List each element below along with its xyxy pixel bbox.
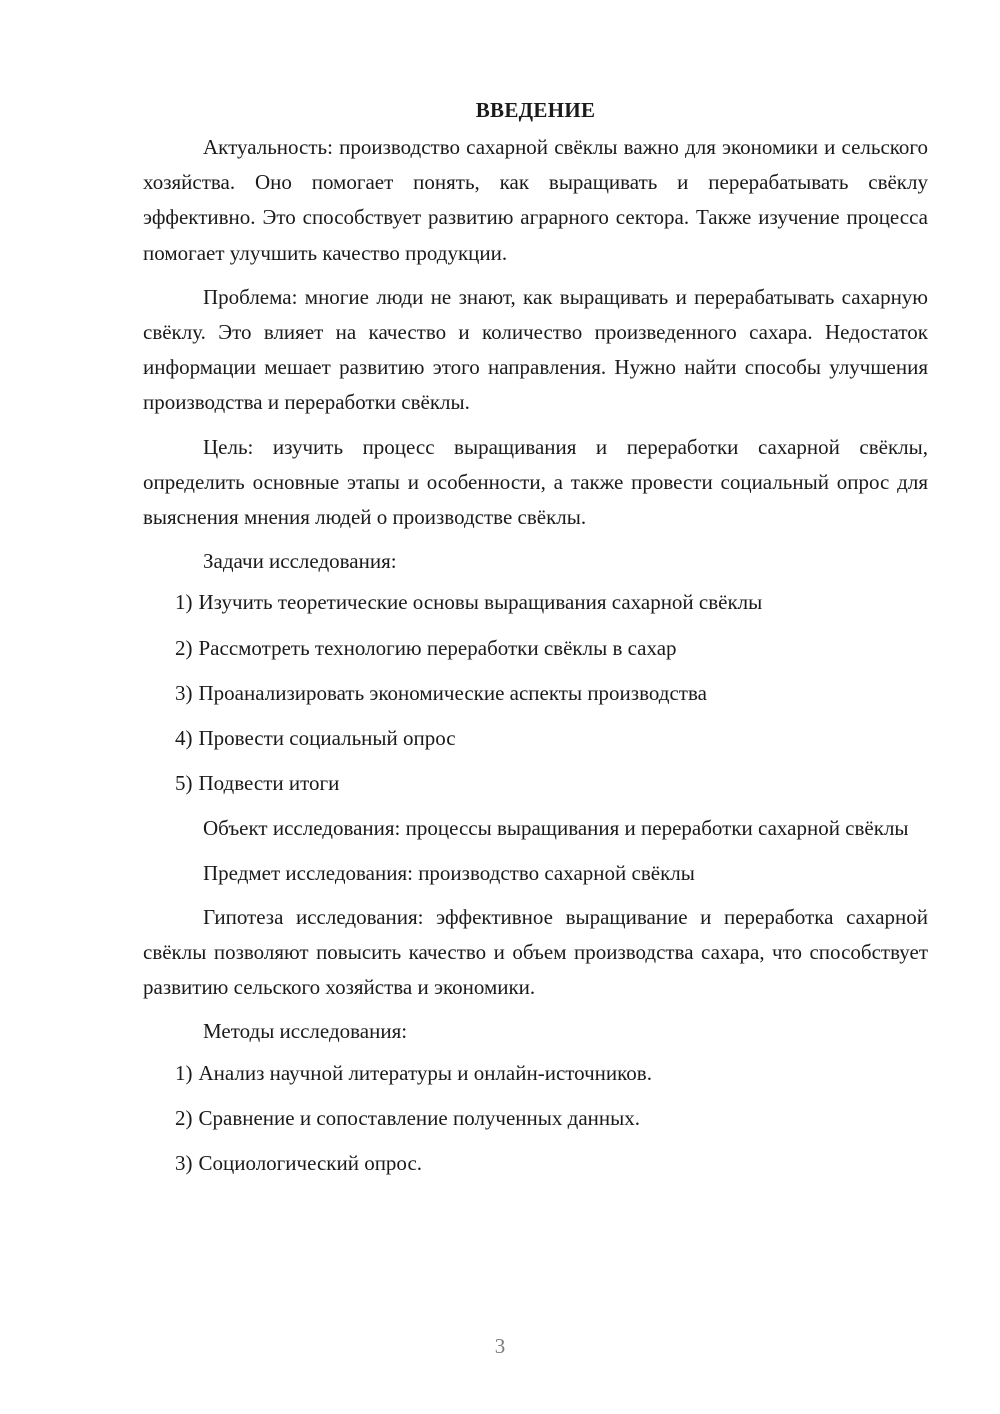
methods-list [143, 1056, 928, 1182]
tasks-list [143, 585, 928, 801]
object-paragraph: Объект исследования: процессы выращивания и переработки сахарной свёклы [203, 816, 909, 841]
list-item-text: Социологический опрос. [198, 1151, 423, 1176]
list-item [143, 1101, 928, 1136]
list-item [143, 766, 928, 801]
list-item-number: 4) [175, 726, 193, 751]
list-item [143, 1146, 928, 1181]
list-item-number: 1) [175, 590, 193, 615]
list-item-text: Провести социальный опрос [198, 726, 456, 751]
document-page [143, 90, 928, 1191]
list-item-number: 2) [175, 1105, 193, 1130]
subject-paragraph: Предмет исследования: производство сахарной свёклы [203, 860, 695, 885]
list-item [143, 1056, 928, 1091]
tasks-label: Задачи исследования: [203, 549, 397, 574]
list-item-number: 3) [175, 1151, 193, 1176]
list-item-number: 1) [175, 1060, 193, 1085]
list-item [143, 631, 928, 666]
list-item-number: 5) [175, 771, 193, 796]
list-item-text: Проанализировать экономические аспекты производства [198, 680, 707, 705]
page-number: 3 [494, 1334, 506, 1358]
list-item-text: Изучить теоретические основы выращивания сахарной свёклы [198, 590, 763, 615]
relevance-paragraph: Актуальность: производство сахарной свёклы важно для экономики и сельского хозяйства. Оно помогает понять, как выращивать и перерабатывать свёклу эффективно. Это способствует развитию аграрного сектора. Также изучение процесса помогает улучшить качество продукции. [143, 135, 928, 265]
section-heading: ВВЕДЕНИЕ [475, 98, 596, 122]
list-item-text: Сравнение и сопоставление полученных данных. [198, 1105, 640, 1130]
list-item-number: 2) [175, 635, 193, 660]
problem-paragraph: Проблема: многие люди не знают, как выращивать и перерабатывать сахарную свёклу. Это влияет на качество и количество произведенного сахара. Недостаток информации мешает развитию этого направления. Нужно найти способы улучшения производства и переработки свёклы. [143, 284, 928, 415]
list-item-number: 3) [175, 680, 193, 705]
goal-paragraph: Цель: изучить процесс выращивания и переработки сахарной свёклы, определить основные этапы и особенности, а также провести социальный опрос для выяснения мнения людей о производстве свёклы. [143, 434, 928, 530]
list-item [143, 676, 928, 711]
list-item-text: Анализ научной литературы и онлайн-источников. [198, 1060, 652, 1085]
list-item [143, 585, 928, 620]
hypothesis-paragraph: Гипотеза исследования: эффективное выращивание и переработка сахарной свёклы позволяют повысить качество и объем производства сахара, что способствует развитию сельского хозяйства и экономики. [143, 904, 928, 1000]
list-item-text: Подвести итоги [198, 771, 340, 796]
list-item [143, 721, 928, 756]
methods-label: Методы исследования: [203, 1019, 408, 1044]
list-item-text: Рассмотреть технологию переработки свёклы в сахар [198, 635, 677, 660]
